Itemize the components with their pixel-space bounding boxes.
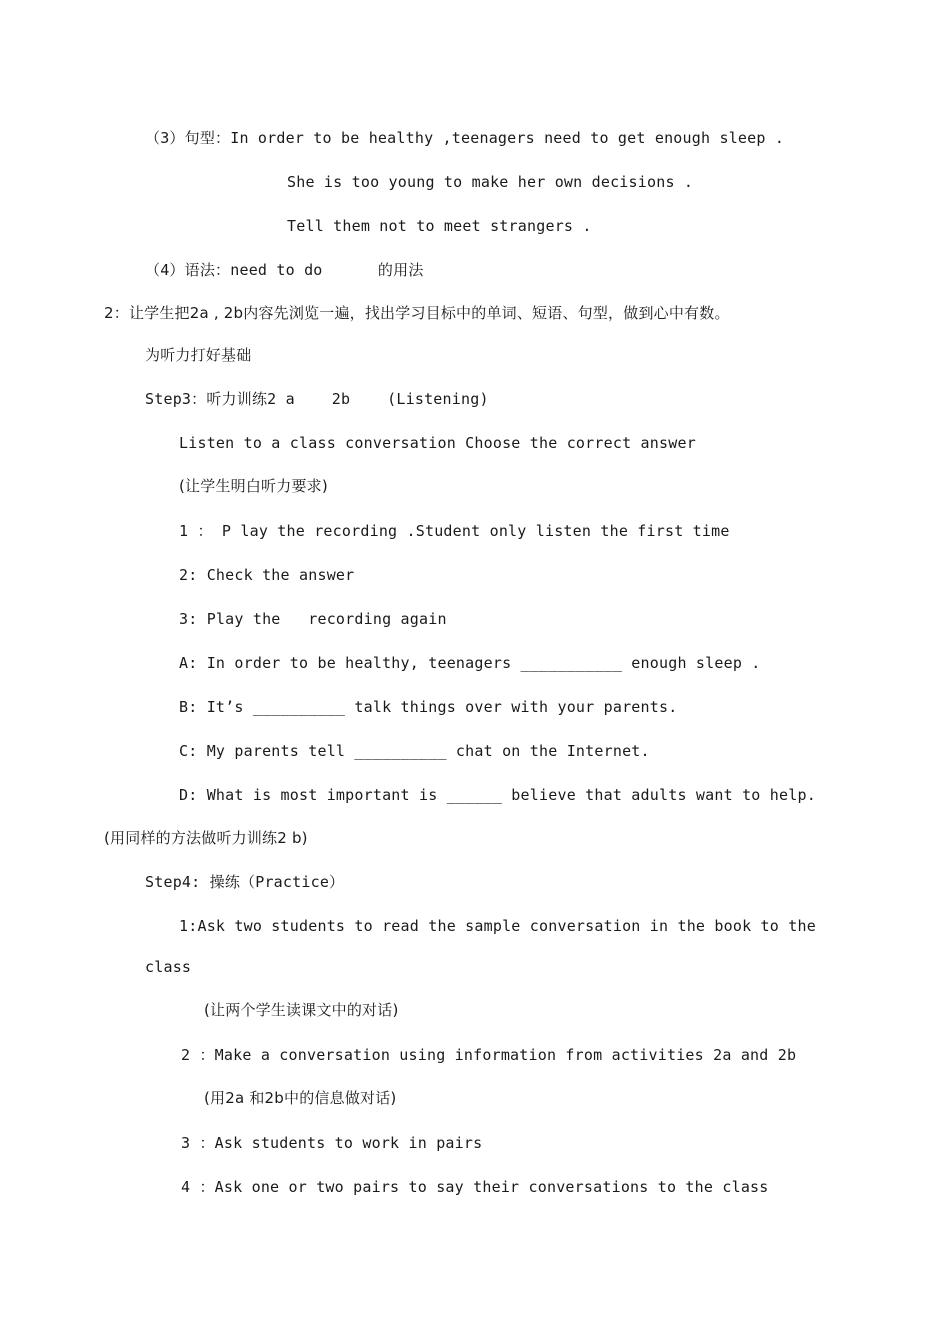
text-line: (让两个学生读课文中的对话): [204, 1001, 399, 1019]
list-item: 1:Ask two students to read the sample conversation in the book to the: [179, 917, 816, 935]
text-line: (让学生明白听力要求): [179, 477, 328, 495]
step-heading: Step3：听力训练2 a 2b (Listening): [145, 390, 489, 408]
sentence-line: Tell them not to meet strangers .: [287, 217, 592, 235]
exercise-item: B: It’s __________ talk things over with your parents.: [179, 698, 678, 716]
instruction-line: 2：让学生把2a , 2b内容先浏览一遍，找出学习目标中的单词、短语、句型，做到心中有数。: [104, 304, 730, 322]
grammar-line: （4）语法：need to do 的用法: [145, 261, 424, 279]
list-item: 3 ：Ask students to work in pairs: [181, 1134, 483, 1152]
exercise-item: C: My parents tell __________ chat on the Internet.: [179, 742, 650, 760]
exercise-item: A: In order to be healthy, teenagers ___________ enough sleep .: [179, 654, 761, 672]
text-line: (用同样的方法做听力训练2 b): [104, 829, 308, 847]
list-item: 3: Play the recording again: [179, 610, 447, 628]
list-item: 4 ：Ask one or two pairs to say their conversations to the class: [181, 1178, 769, 1196]
sentence-patterns-line: （3）句型：In order to be healthy ,teenagers need to get enough sleep .: [145, 129, 785, 147]
step-heading: Step4: 操练（Practice）: [145, 873, 345, 891]
list-item: 1 ： P lay the recording .Student only listen the first time: [179, 522, 730, 540]
text-line: (用2a 和2b中的信息做对话): [204, 1089, 397, 1107]
instruction-line: 为听力打好基础: [145, 346, 252, 364]
text-line: Listen to a class conversation Choose the correct answer: [179, 434, 696, 452]
text-line: class: [145, 958, 192, 976]
sentence-line: She is too young to make her own decisions .: [287, 173, 694, 191]
list-item: 2: Check the answer: [179, 566, 355, 584]
list-item: 2 ：Make a conversation using information from activities 2a and 2b: [181, 1046, 797, 1064]
exercise-item: D: What is most important is ______ believe that adults want to help.: [179, 786, 816, 804]
